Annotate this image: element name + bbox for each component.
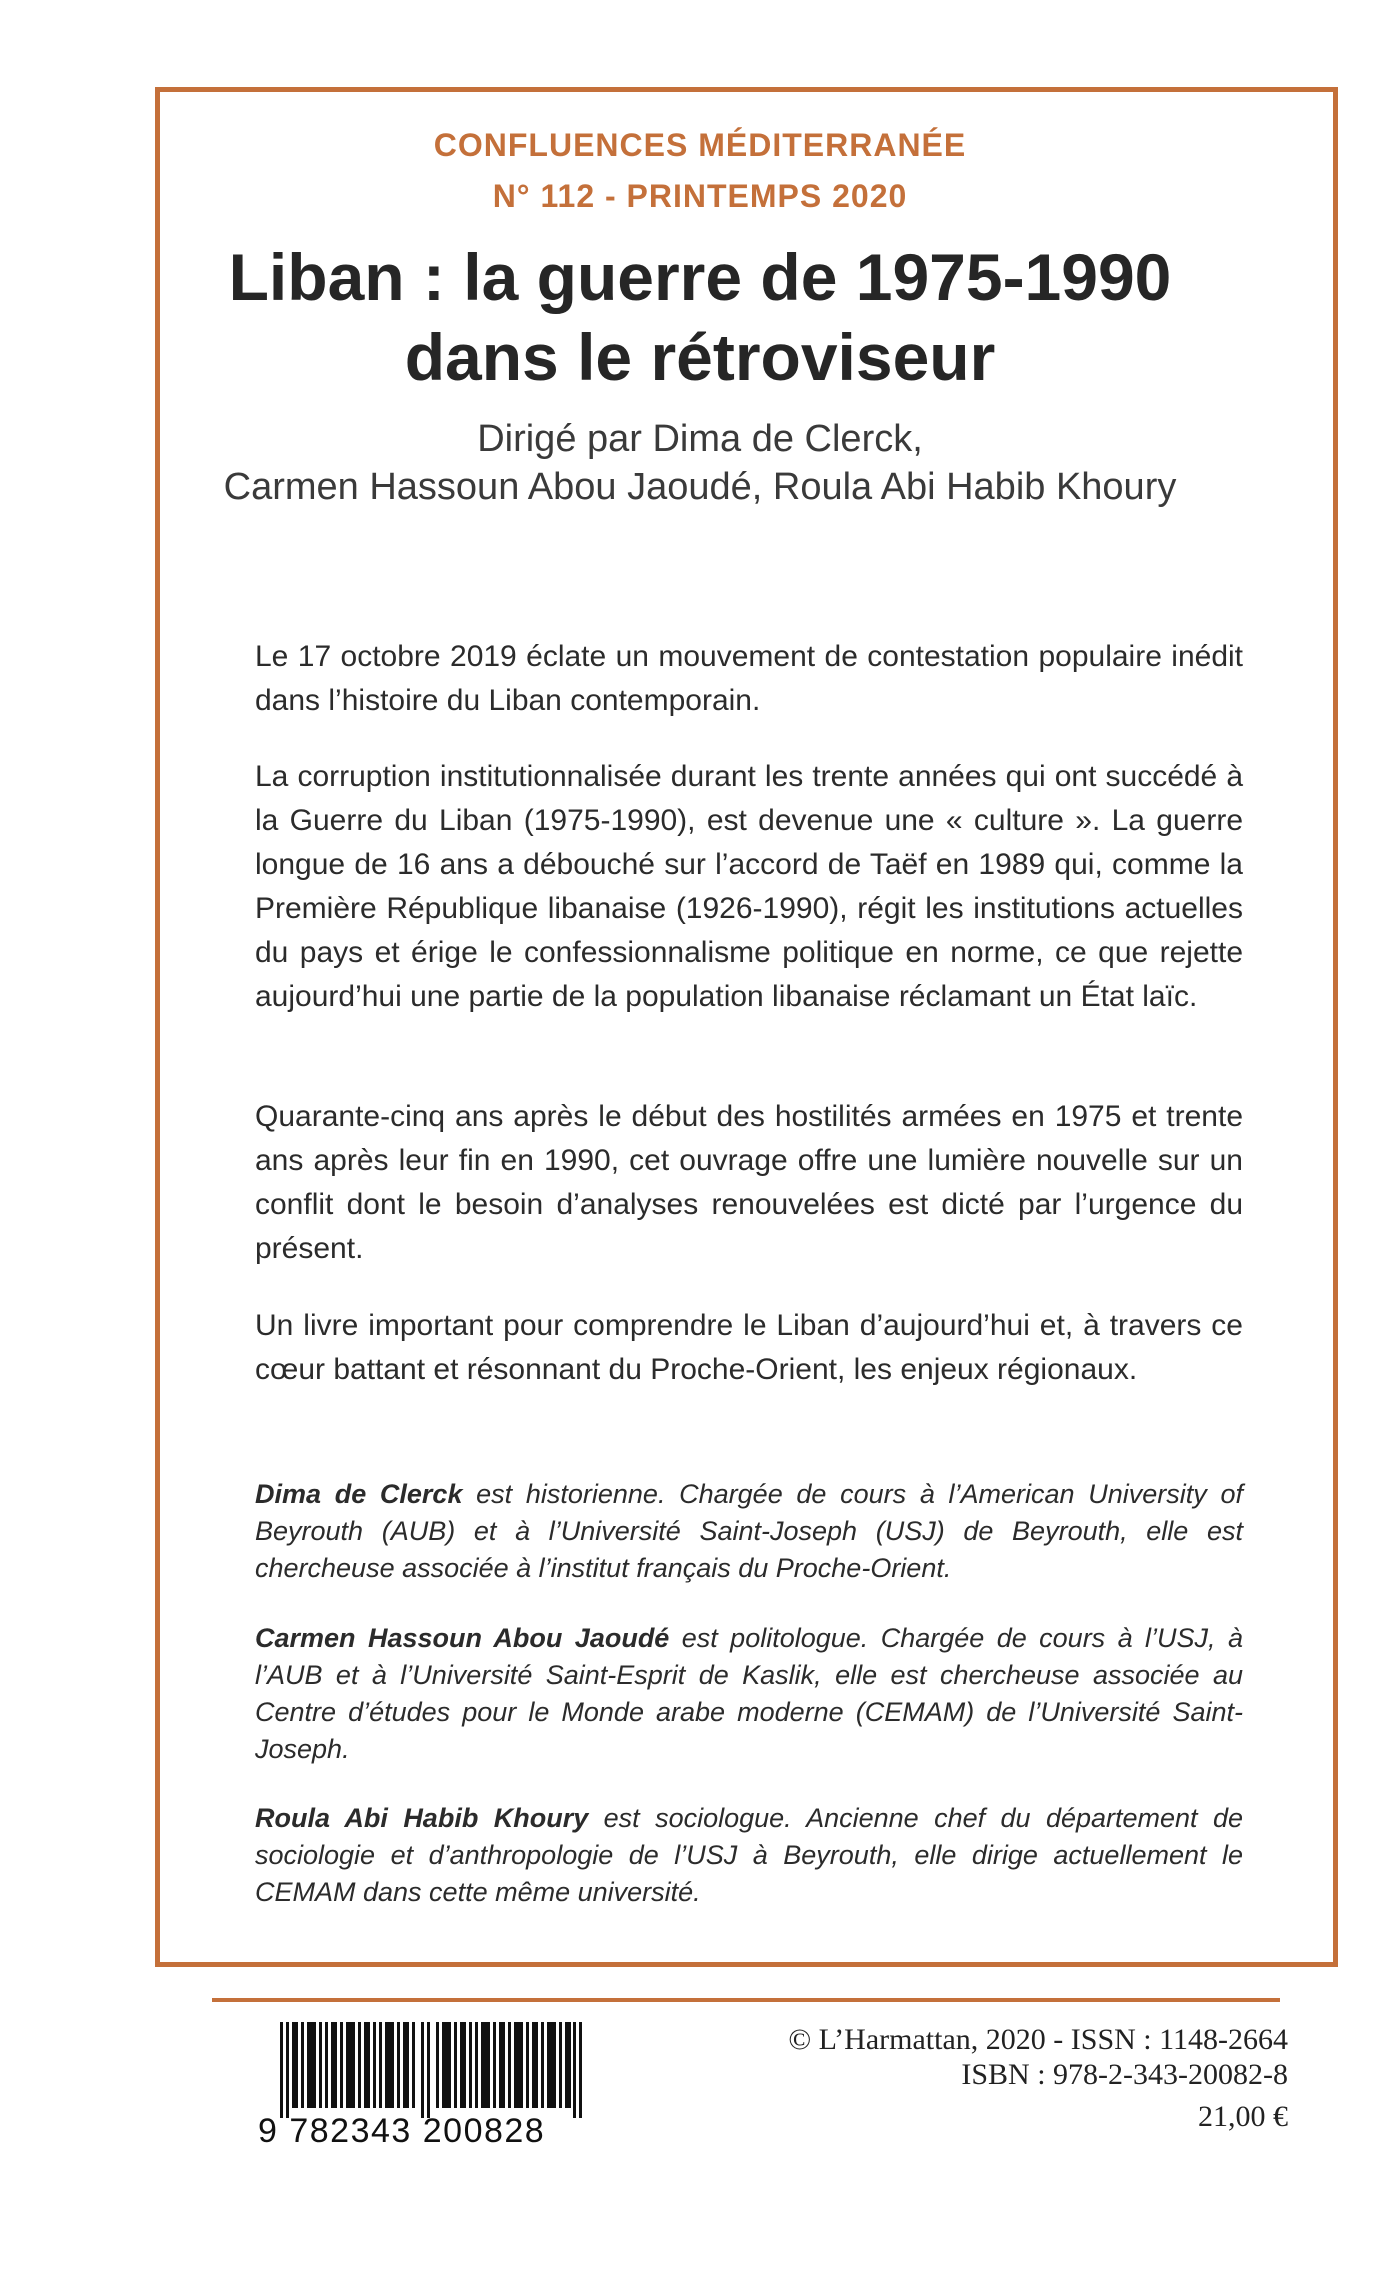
- author-bio-2: [255, 1620, 1243, 1768]
- author-bio-name: Roula Abi Habib Khoury: [255, 1803, 589, 1833]
- book-title-line-2: dans le rétroviseur: [404, 320, 996, 394]
- summary-paragraph-1: Le 17 octobre 2019 éclate un mouvement de contestation populaire inédit dans l’histoire du Liban contemporain.: [255, 640, 1243, 717]
- summary-paragraph-2: La corruption institutionnalisée durant les trente années qui ont succédé à la Guerre du Liban (1975-1990), est devenue une « culture ». La guerre longue de 16 ans a débouché sur l’accord de Taëf en 1989 qui, comme la Première République libanaise (1926-1990), régit les institutions actuelles du pays et érige le confessionnalisme politique en norme, ce que rejette aujourd’hui une partie de la population libanaise réclamant un État laïc.: [255, 760, 1243, 1013]
- copyright-issn: © L’Harmattan, 2020 - ISSN : 1148-2664: [788, 2023, 1288, 2056]
- author-bio-name: Dima de Clerck: [255, 1479, 463, 1509]
- footer-divider: [212, 1998, 1280, 2002]
- isbn: ISBN : 978-2-343-20082-8: [961, 2058, 1288, 2091]
- author-bio-text: est politologue. Chargée de cours à l’USJ, à l’AUB et à l’Université Saint-Esprit de Kaslik, elle est chercheuse associée au Centre d’études pour le Monde arabe moderne (CEMAM) de l’Université Saint-Joseph.: [255, 1623, 1243, 1764]
- price: 21,00 €: [1198, 2100, 1288, 2133]
- author-bio-3: [255, 1800, 1243, 1911]
- summary-paragraph-3: Quarante-cinq ans après le début des hostilités armées en 1975 et trente ans après leur fin en 1990, cet ouvrage offre une lumière nouvelle sur un conflit dont le besoin d’analyses renouvelées est dicté par l’urgence du présent.: [255, 1100, 1243, 1265]
- summary-paragraph-4: Un livre important pour comprendre le Liban d’aujourd’hui et, à travers ce cœur battant et résonnant du Proche-Orient, les enjeux régionaux.: [255, 1309, 1243, 1386]
- book-title-line-1: Liban : la guerre de 1975-1990: [228, 240, 1172, 314]
- issue-number: N° 112 - PRINTEMPS 2020: [492, 178, 908, 214]
- series-name: CONFLUENCES MÉDITERRANÉE: [433, 127, 967, 163]
- author-bio-1: [255, 1476, 1243, 1587]
- author-bio-text: est sociologue. Ancienne chef du département de sociologie et d’anthropologie de l’USJ à Beyrouth, elle dirige actuellement le CEMAM dans cette même université.: [255, 1803, 1244, 1907]
- author-bio-name: Carmen Hassoun Abou Jaoudé: [255, 1623, 670, 1653]
- barcode-icon: [280, 2022, 582, 2118]
- editors-line-1: Dirigé par Dima de Clerck,: [477, 418, 923, 460]
- author-bio-text: est historienne. Chargée de cours à l’American University of Beyrouth (AUB) et à l’Université Saint-Joseph (USJ) de Beyrouth, elle est chercheuse associée à l’institut français du Proche-Orient.: [255, 1479, 1243, 1583]
- editors-line-2: Carmen Hassoun Abou Jaoudé, Roula Abi Habib Khoury: [223, 466, 1177, 508]
- barcode-digits: 9 782343 200828: [258, 2112, 546, 2150]
